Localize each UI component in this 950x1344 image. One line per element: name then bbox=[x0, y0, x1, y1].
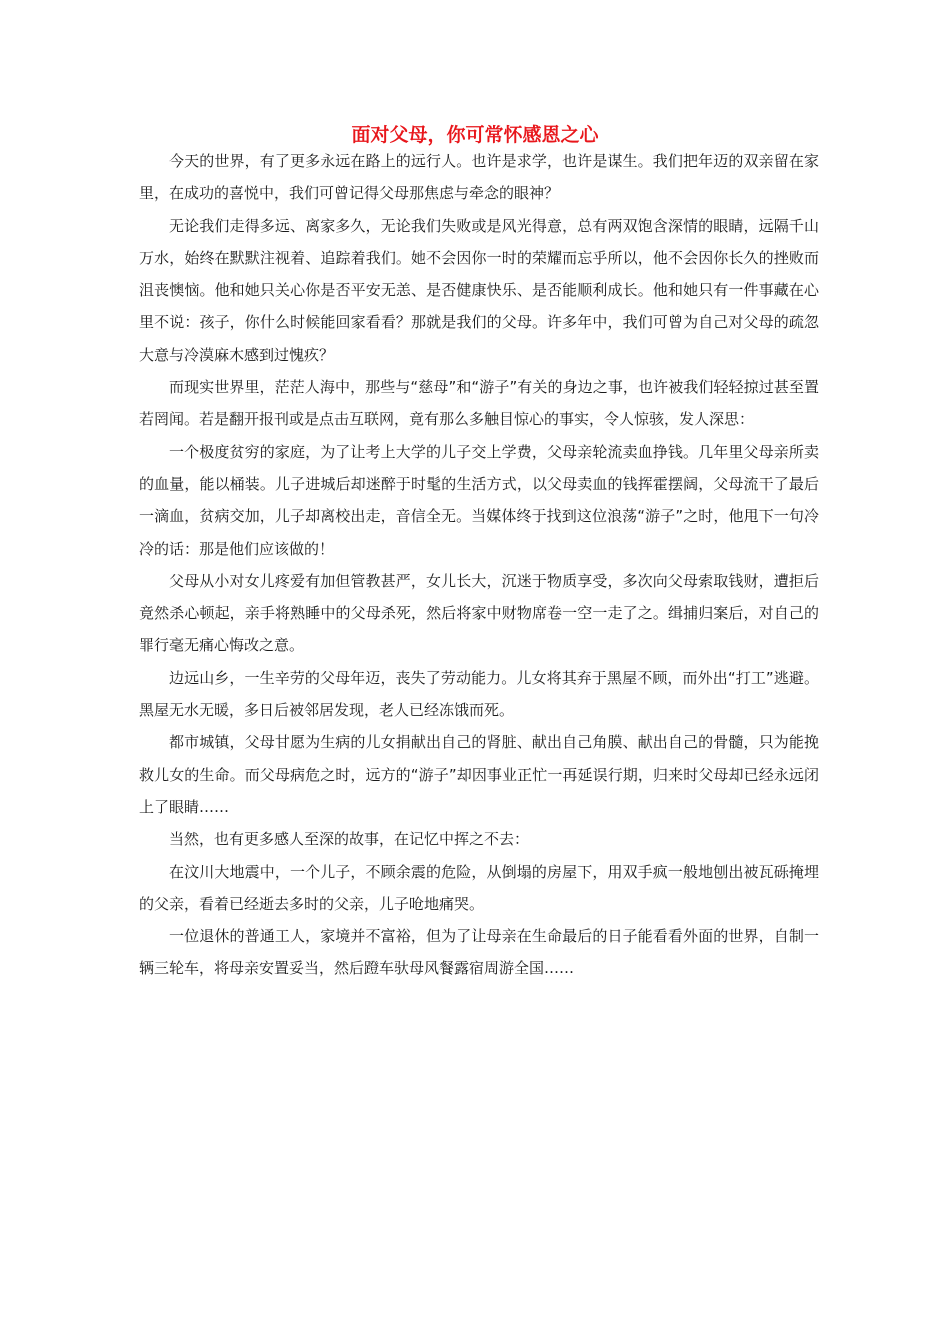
paragraph: 一位退休的普通工人，家境并不富裕，但为了让母亲在生命最后的日子能看看外面的世界，自制一辆三轮车，将母亲安置妥当，然后蹬车驮母风餐露宿周游全国…… bbox=[139, 927, 819, 978]
document-title: 面对父母，你可常怀感恩之心 bbox=[351, 124, 599, 146]
paragraph: 当然，也有更多感人至深的故事，在记忆中挥之不去： bbox=[169, 830, 530, 849]
document-body bbox=[139, 145, 819, 985]
paragraph: 在汶川大地震中，一个儿子，不顾余震的危险，从倒塌的房屋下，用双手疯一般地刨出被瓦砾掩埋的父亲，看着已经逝去多时的父亲，儿子呛地痛哭。 bbox=[139, 862, 819, 913]
paragraph: 今天的世界，有了更多永远在路上的远行人。也许是求学，也许是谋生。我们把年迈的双亲留在家里，在成功的喜悦中，我们可曾记得父母那焦虑与牵念的眼神？ bbox=[139, 152, 819, 203]
paragraph: 父母从小对女儿疼爱有加但管教甚严，女儿长大，沉迷于物质享受，多次向父母索取钱财，遭拒后竟然杀心顿起，亲手将熟睡中的父母杀死，然后将家中财物席卷一空一走了之。缉捕归案后，对自己的罪行毫无痛心悔改之意。 bbox=[139, 571, 819, 655]
paragraph: 无论我们走得多远、离家多久，无论我们失败或是风光得意，总有两双饱含深情的眼睛，远隔千山万水，始终在默默注视着、追踪着我们。她不会因你一时的荣耀而忘乎所以，他不会因你长久的挫败而沮丧懊恼。他和她只关心你是否平安无恙、是否健康快乐、是否能顺利成长。他和她只有一件事藏在心里不说：孩子，你什么时候能回家看看？那就是我们的父母。许多年中，我们可曾为自己对父母的疏忽大意与冷漠麻木感到过愧疚？ bbox=[139, 216, 819, 364]
paragraph: 边远山乡，一生辛劳的父母年迈，丧失了劳动能力。儿女将其弃于黑屋不顾，而外出“打工”逃避。黑屋无水无暖，多日后被邻居发现，老人已经冻饿而死。 bbox=[139, 668, 819, 720]
paragraph: 一个极度贫穷的家庭，为了让考上大学的儿子交上学费，父母亲轮流卖血挣钱。几年里父母亲所卖的血量，能以桶装。儿子进城后却迷醉于时髦的生活方式，以父母卖血的钱挥霍摆阔，父母流干了最后一滴血，贫病交加，儿子却离校出走，音信全无。当媒体终于找到这位浪荡“游子”之时，他甩下一句冷冷的话：那是他们应该做的！ bbox=[139, 442, 819, 558]
paragraph: 而现实世界里，茫茫人海中，那些与“慈母”和“游子”有关的身边之事，也许被我们轻轻掠过甚至置若罔闻。若是翻开报刊或是点击互联网，竟有那么多触目惊心的事实，令人惊骇，发人深思： bbox=[139, 378, 819, 429]
paragraph: 都市城镇，父母甘愿为生病的儿女捐献出自己的肾脏、献出自己角膜、献出自己的骨髓，只为能挽救儿女的生命。而父母病危之时，远方的“游子”却因事业正忙一再延误行期，归来时父母却已经永远闭上了眼睛…… bbox=[139, 733, 819, 816]
